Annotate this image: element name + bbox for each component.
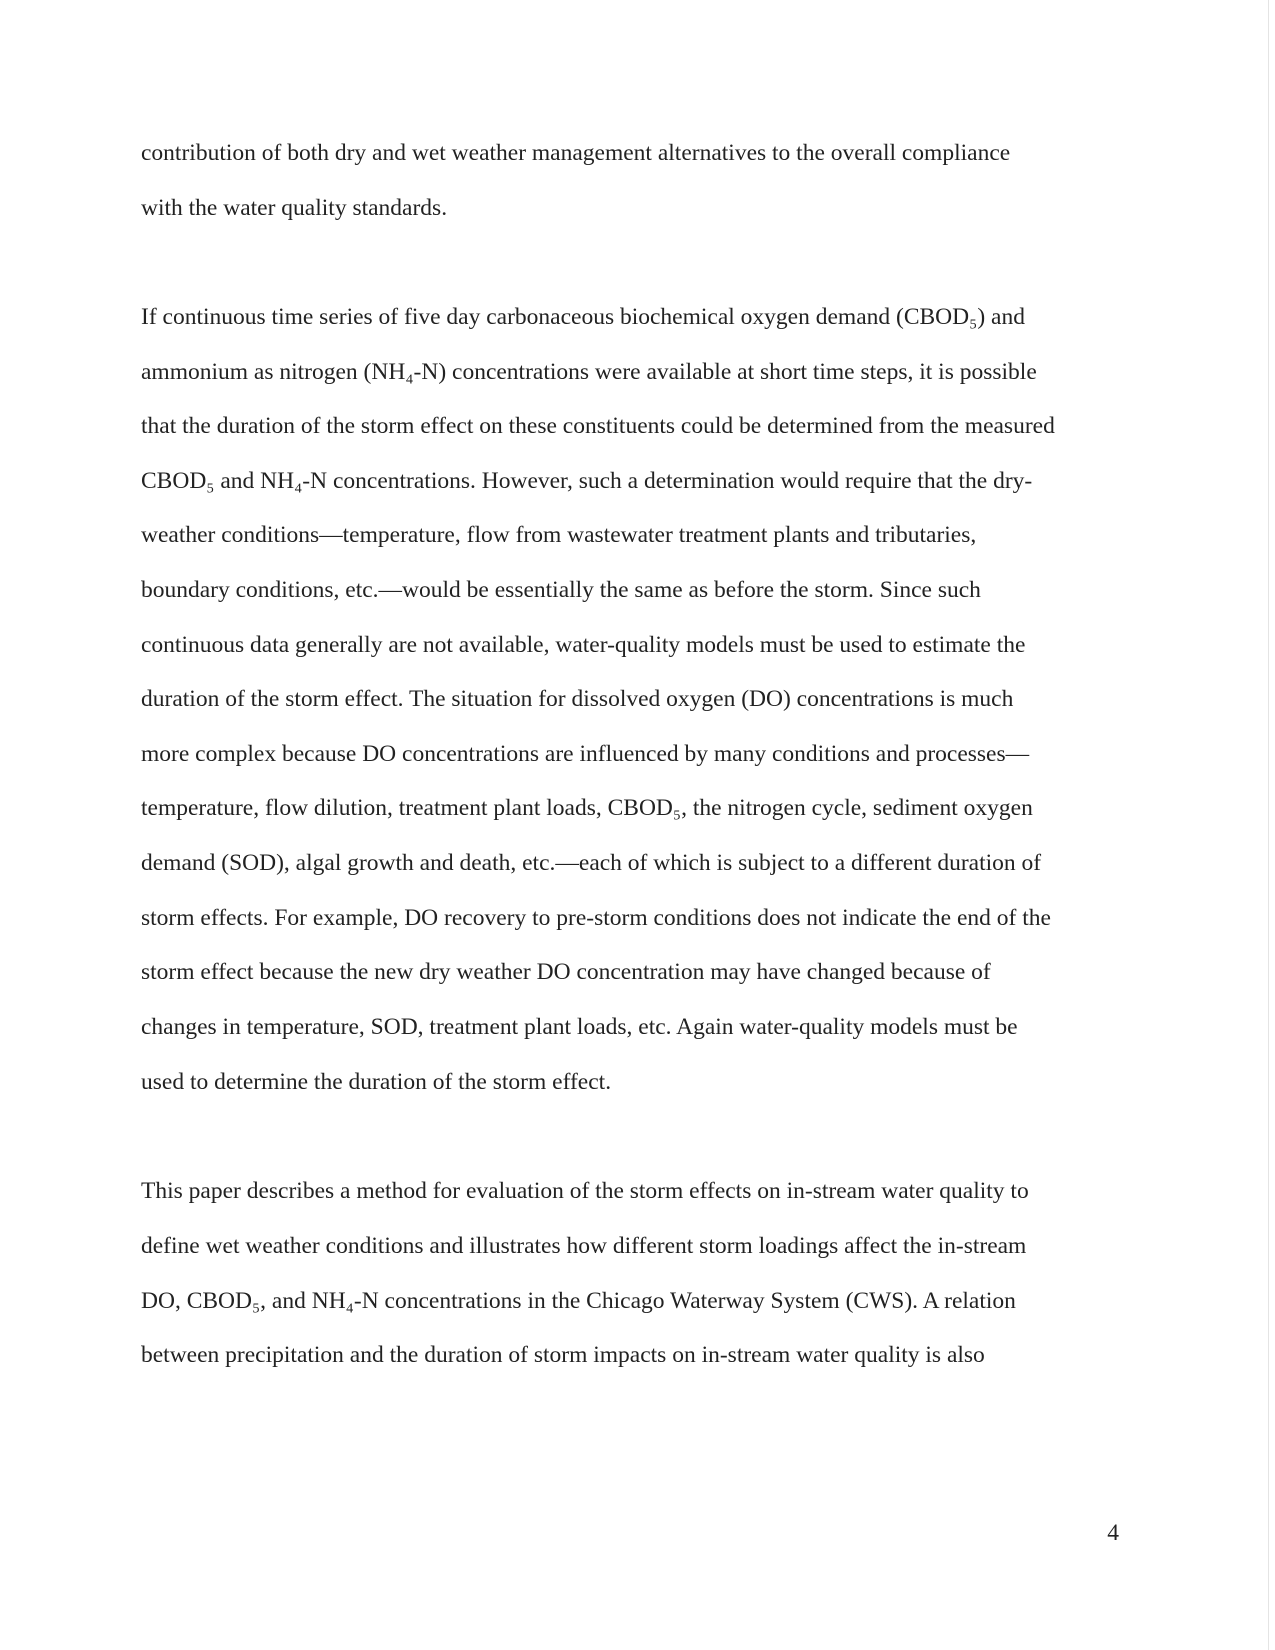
text-line: with the water quality standards.: [141, 195, 448, 221]
text-line: contribution of both dry and wet weather management alternatives to the overall compliance: [141, 140, 1011, 166]
page-number: 4: [1107, 1520, 1119, 1546]
text-line: storm effects. For example, DO recovery to pre-storm conditions does not indicate the end of the: [141, 905, 1051, 931]
text-line: duration of the storm effect. The situation for dissolved oxygen (DO) concentrations is much: [141, 686, 1014, 712]
text-line: between precipitation and the duration of storm impacts on in-stream water quality is also: [141, 1342, 985, 1368]
text-line: ammonium as nitrogen (NH₄-N) concentrations were available at short time steps, it is possible: [141, 359, 1037, 385]
text-line: continuous data generally are not available, water-quality models must be used to estimate the: [141, 632, 1026, 658]
text-line: DO, CBOD₅, and NH₄-N concentrations in the Chicago Waterway System (CWS). A relation: [141, 1288, 1016, 1314]
text-line: temperature, flow dilution, treatment plant loads, CBOD₅, the nitrogen cycle, sediment oxygen: [141, 795, 1033, 821]
page-edge-divider: [1268, 0, 1269, 1650]
text-line: This paper describes a method for evaluation of the storm effects on in-stream water quality to: [141, 1178, 1029, 1204]
text-line: weather conditions—temperature, flow from wastewater treatment plants and tributaries,: [141, 522, 977, 548]
text-line: demand (SOD), algal growth and death, etc.—each of which is subject to a different duration of: [141, 850, 1042, 876]
text-line: storm effect because the new dry weather DO concentration may have changed because of: [141, 959, 991, 985]
text-line: CBOD₅ and NH₄-N concentrations. However, such a determination would require that the dry-: [141, 468, 1033, 494]
text-line: If continuous time series of five day carbonaceous biochemical oxygen demand (CBOD₅) and: [141, 304, 1025, 330]
text-line: more complex because DO concentrations are influenced by many conditions and processes—: [141, 741, 1030, 767]
text-line: boundary conditions, etc.—would be essentially the same as before the storm. Since such: [141, 577, 981, 603]
text-line: used to determine the duration of the storm effect.: [141, 1069, 612, 1095]
text-line: that the duration of the storm effect on these constituents could be determined from the measured: [141, 413, 1055, 439]
text-line: define wet weather conditions and illustrates how different storm loadings affect the in-stream: [141, 1233, 1027, 1259]
text-line: changes in temperature, SOD, treatment plant loads, etc. Again water-quality models must be: [141, 1014, 1018, 1040]
